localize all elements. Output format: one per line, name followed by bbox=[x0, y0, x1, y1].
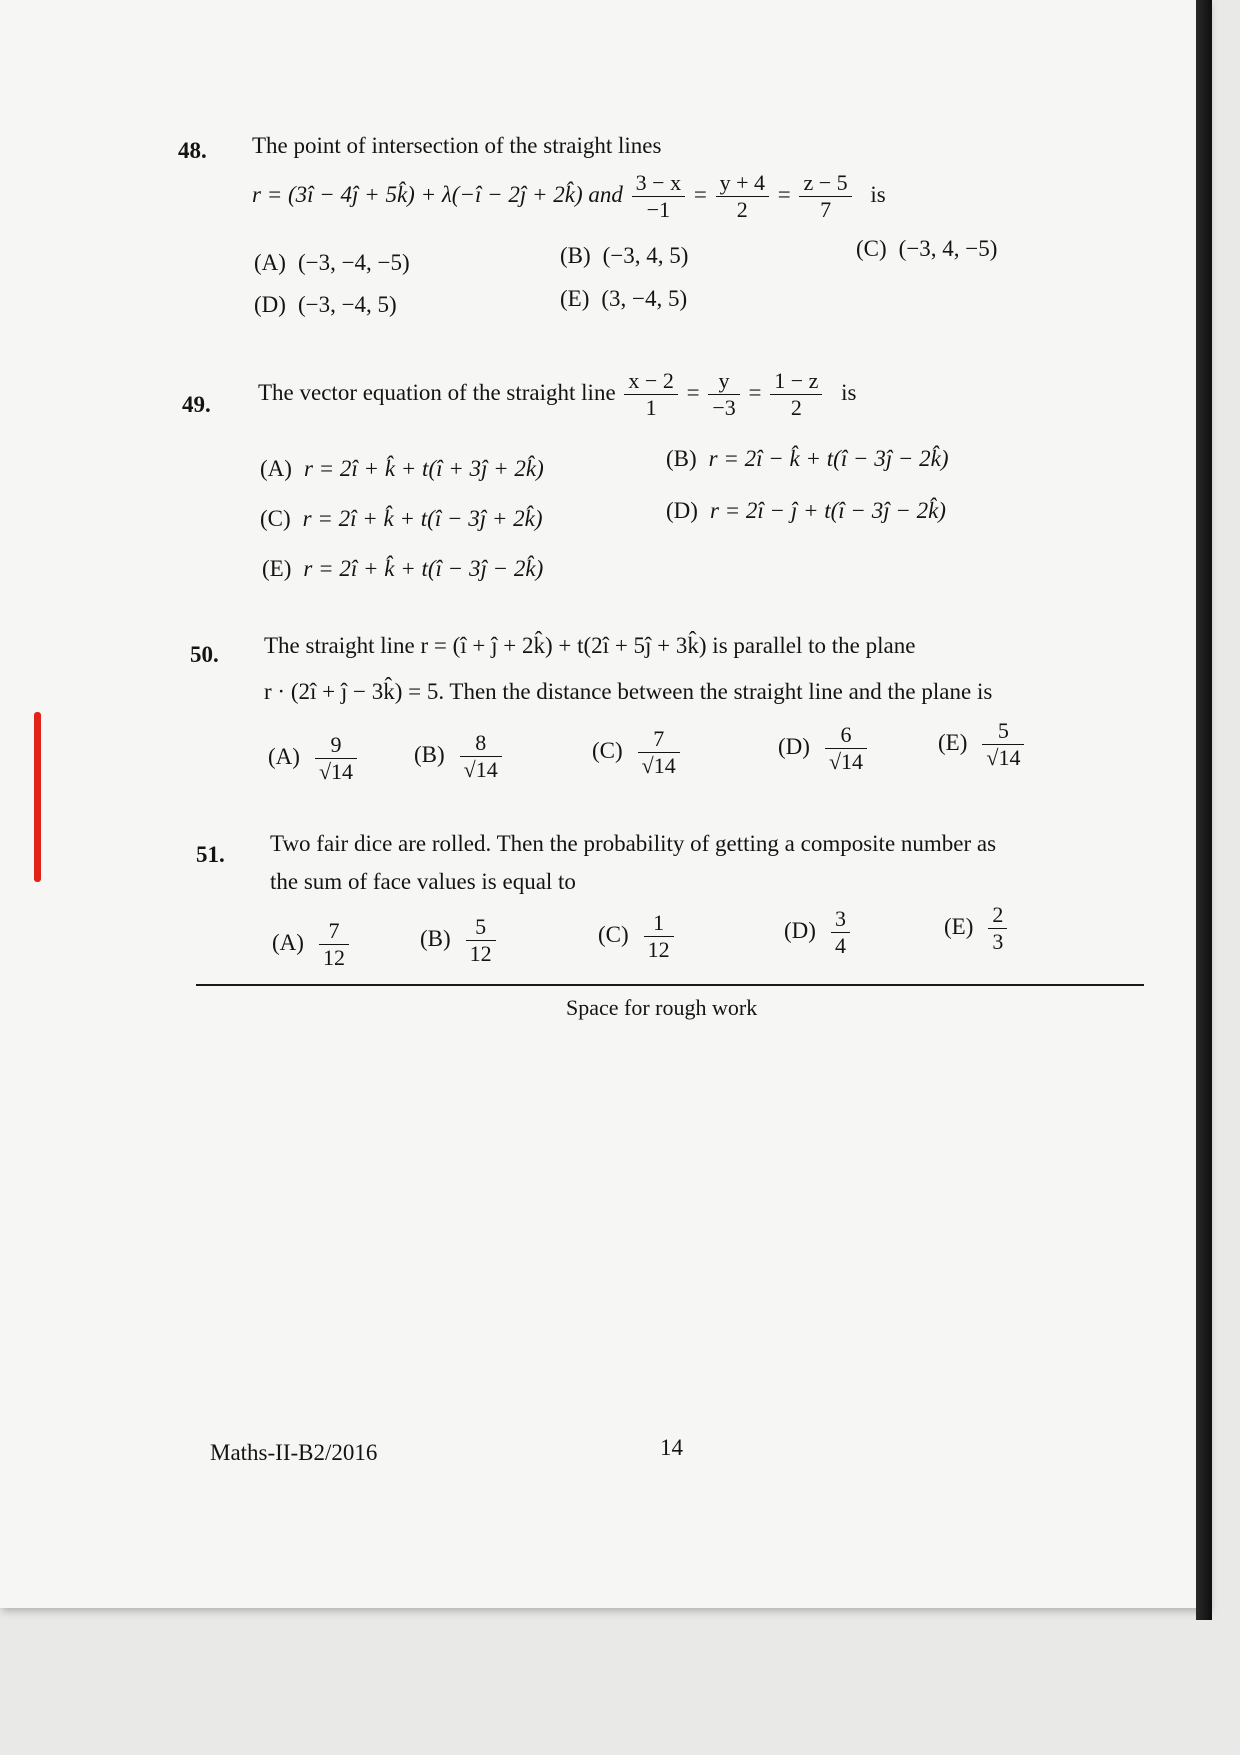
question-text-line2: r · (2î + ĵ − 3k̂) = 5. Then the distance between the straight line and the plane is bbox=[264, 679, 993, 704]
option-d[interactable]: (D) (−3, −4, 5) bbox=[254, 292, 397, 317]
divider-line bbox=[196, 984, 1144, 986]
option-a[interactable]: (A) r = 2î + k̂ + t(î + 3ĵ + 2k̂) bbox=[260, 456, 544, 481]
fraction: $\frac{y}{-3}$ bbox=[708, 368, 739, 421]
option-c[interactable]: (C) (−3, 4, −5) bbox=[856, 236, 998, 261]
option-b[interactable]: (B) r = 2î − k̂ + t(î − 3ĵ − 2k̂) bbox=[666, 446, 949, 471]
option-e[interactable]: (E) (3, −4, 5) bbox=[560, 286, 688, 311]
option-e[interactable]: (E) r = 2î + k̂ + t(î − 3ĵ − 2k̂) bbox=[262, 556, 544, 581]
question-text: The straight line r = (î + ĵ + 2k̂) + t(2î + 5ĵ + 3k̂) is parallel to the plane bbox=[264, 633, 916, 658]
option-a[interactable]: (A) $\frac{7}{12}$ bbox=[272, 918, 352, 971]
option-b[interactable]: (B) $\frac{8}{√14}$ bbox=[414, 730, 505, 783]
option-d[interactable]: (D) r = 2î − ĵ + t(î − 3ĵ − 2k̂) bbox=[666, 498, 946, 523]
page-edge-shadow bbox=[1196, 0, 1212, 1620]
rough-work-label: Space for rough work bbox=[566, 995, 758, 1020]
question-text-line2: r = (3î − 4ĵ + 5k̂) + λ(−î − 2ĵ + 2k̂) and $\frac{3 - x}{-1}$ = $\frac{y + 4}{2}$ = $\frac{z - 5}{7}$ is bbox=[252, 170, 886, 222]
option-d[interactable]: (D) $\frac{3}{4}$ bbox=[784, 906, 853, 959]
question-number: 51. bbox=[196, 842, 225, 867]
question-text: Two fair dice are rolled. Then the probability of getting a composite number as bbox=[270, 831, 997, 856]
option-c[interactable]: (C) r = 2î + k̂ + t(î − 3ĵ + 2k̂) bbox=[260, 506, 543, 531]
fraction: $\frac{y + 4}{2}$ bbox=[716, 170, 769, 223]
vector-equation: r = (3î − 4ĵ + 5k̂) + λ(−î − 2ĵ + 2k̂) and bbox=[252, 181, 623, 207]
option-c[interactable]: (C) $\frac{7}{√14}$ bbox=[592, 726, 683, 779]
question-number: 49. bbox=[182, 392, 211, 417]
option-c[interactable]: (C) $\frac{1}{12}$ bbox=[598, 910, 677, 963]
question-text-line2: the sum of face values is equal to bbox=[270, 869, 576, 894]
question-text: The vector equation of the straight line $\frac{x - 2}{1}$ = $\frac{y}{-3}$ = $\frac{1 - z}{2}$ is bbox=[258, 368, 857, 420]
question-number: 48. bbox=[178, 138, 207, 163]
option-b[interactable]: (B) (−3, 4, 5) bbox=[560, 243, 689, 268]
red-binding-mark bbox=[34, 712, 41, 882]
fraction: $\frac{1 - z}{2}$ bbox=[770, 368, 822, 421]
fraction: $\frac{x - 2}{1}$ bbox=[624, 368, 677, 421]
question-text: The point of intersection of the straight lines bbox=[252, 133, 662, 158]
option-b[interactable]: (B) $\frac{5}{12}$ bbox=[420, 914, 499, 967]
option-d[interactable]: (D) $\frac{6}{√14}$ bbox=[778, 722, 870, 775]
option-e[interactable]: (E) $\frac{2}{3}$ bbox=[944, 902, 1010, 955]
option-a[interactable]: (A) $\frac{9}{√14}$ bbox=[268, 732, 360, 785]
question-number: 50. bbox=[190, 642, 219, 667]
fraction: $\frac{3 - x}{-1}$ bbox=[632, 170, 685, 223]
paper-code: Maths-II-B2/2016 bbox=[210, 1440, 378, 1465]
option-e[interactable]: (E) $\frac{5}{√14}$ bbox=[938, 718, 1027, 771]
fraction: $\frac{z - 5}{7}$ bbox=[799, 170, 851, 223]
option-a[interactable]: (A) (−3, −4, −5) bbox=[254, 250, 410, 275]
page-number: 14 bbox=[660, 1435, 683, 1460]
